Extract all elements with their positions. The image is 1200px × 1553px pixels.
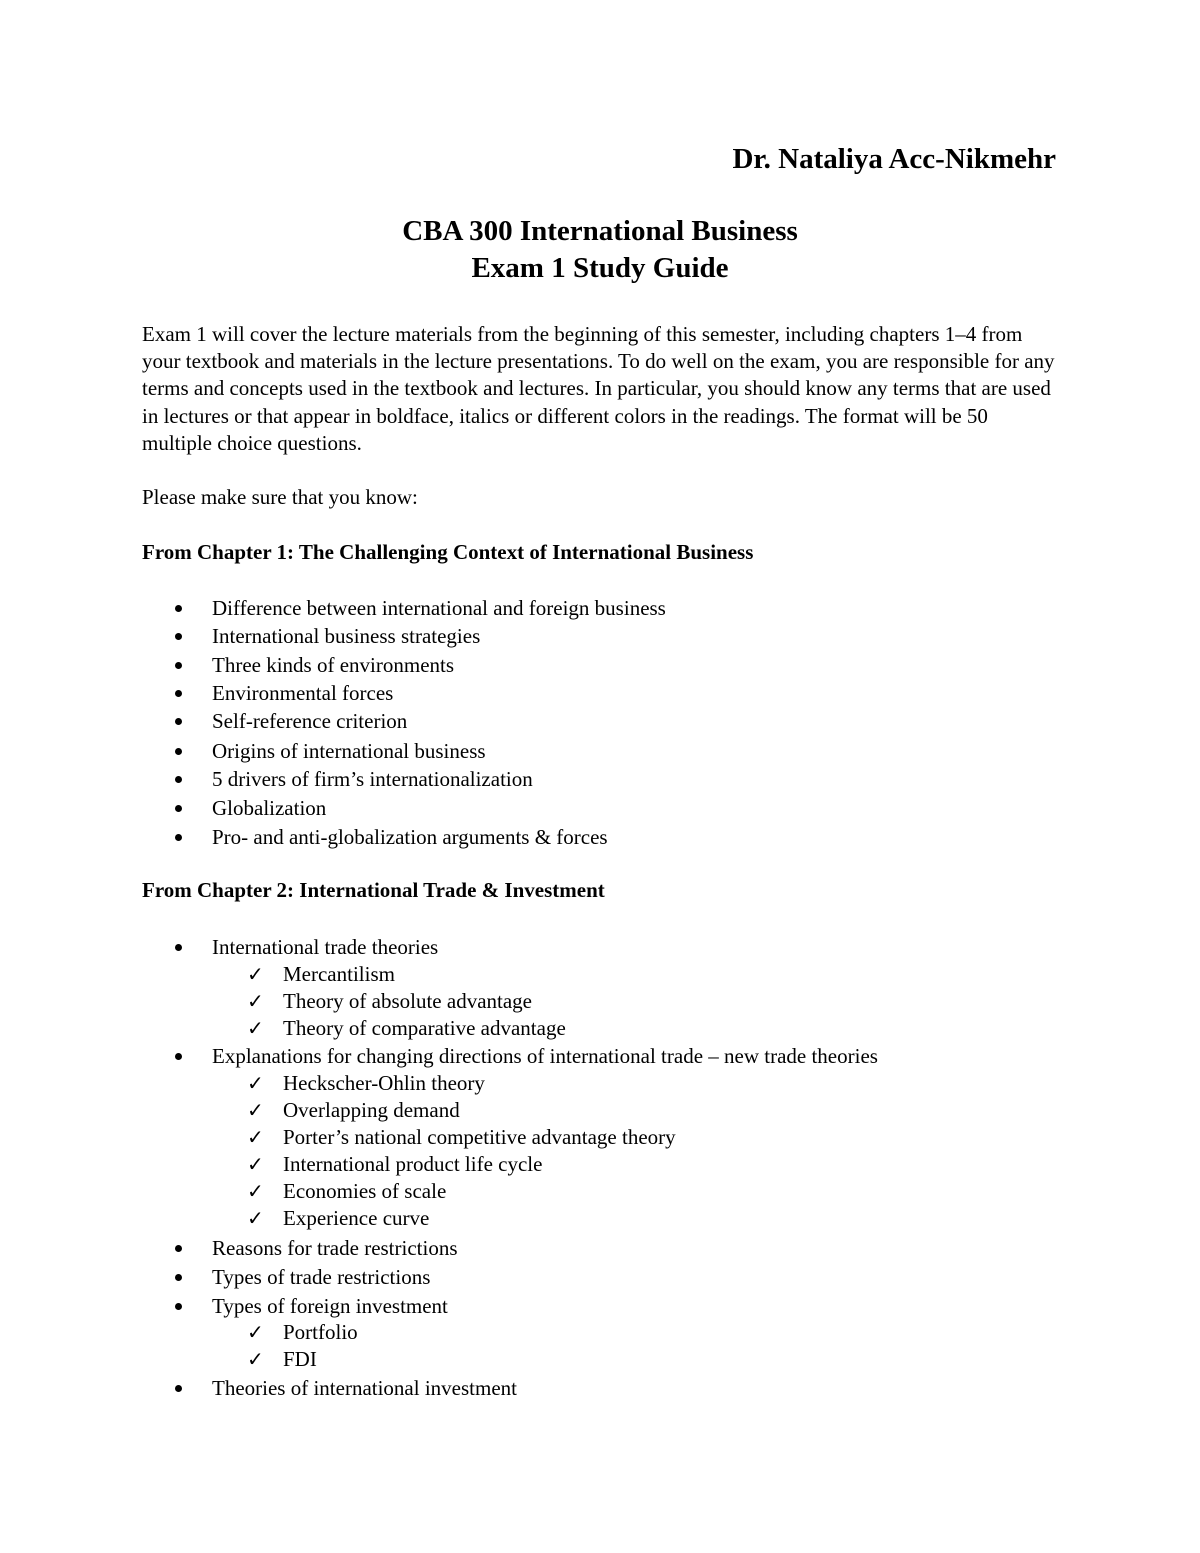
bullet-icon bbox=[175, 633, 182, 640]
sub-list-item: ✓ Theory of absolute advantage bbox=[247, 989, 532, 1013]
sub-list-item: ✓ Mercantilism bbox=[247, 962, 395, 986]
list-item: Theories of international investment bbox=[212, 1374, 517, 1402]
sub-list-item: ✓ Portfolio bbox=[247, 1320, 358, 1344]
list-item: Origins of international business bbox=[212, 737, 486, 765]
prompt-text: Please make sure that you know: bbox=[142, 485, 418, 509]
list-item: Difference between international and foreign business bbox=[212, 594, 666, 622]
chapter-1-heading: From Chapter 1: The Challenging Context of International Business bbox=[142, 540, 754, 564]
bullet-icon bbox=[175, 662, 182, 669]
sub-list-item: ✓ Economies of scale bbox=[247, 1179, 447, 1203]
bullet-icon bbox=[175, 748, 182, 755]
bullet-icon bbox=[175, 944, 182, 951]
check-icon: ✓ bbox=[247, 1016, 264, 1040]
bullet-icon bbox=[175, 690, 182, 697]
guide-title: Exam 1 Study Guide bbox=[471, 252, 729, 284]
bullet-icon bbox=[175, 805, 182, 812]
check-icon: ✓ bbox=[247, 1125, 264, 1149]
check-icon: ✓ bbox=[247, 1206, 264, 1230]
list-item: Self-reference criterion bbox=[212, 707, 407, 735]
bullet-icon bbox=[175, 605, 182, 612]
list-item: Environmental forces bbox=[212, 679, 393, 707]
bullet-icon bbox=[175, 1053, 182, 1060]
sub-list-item: ✓ FDI bbox=[247, 1347, 317, 1371]
list-item: International business strategies bbox=[212, 622, 480, 650]
bullet-icon bbox=[175, 1245, 182, 1252]
bullet-icon bbox=[175, 834, 182, 841]
sub-list-item: ✓ Overlapping demand bbox=[247, 1098, 460, 1122]
list-item: 5 drivers of firm’s internationalization bbox=[212, 765, 533, 793]
course-title: CBA 300 International Business bbox=[402, 215, 798, 247]
intro-paragraph: Exam 1 will cover the lecture materials from the beginning of this semester, including chapters 1–4 from your textbook and materials in the lecture presentations. To do well on the exam, you are responsible for any terms and concepts used in the textbook and lectures. In particular, you should know any terms that are used in lectures or that appear in boldface, italics or different colors in the readings. The format will be 50 multiple choice questions. bbox=[142, 322, 1055, 455]
check-icon: ✓ bbox=[247, 1152, 264, 1176]
chapter-2-heading: From Chapter 2: International Trade & Investment bbox=[142, 878, 605, 902]
check-icon: ✓ bbox=[247, 962, 264, 986]
list-item: Reasons for trade restrictions bbox=[212, 1234, 458, 1262]
list-item: Pro- and anti-globalization arguments & forces bbox=[212, 823, 608, 851]
check-icon: ✓ bbox=[247, 1071, 264, 1095]
check-icon: ✓ bbox=[247, 1098, 264, 1122]
sub-list-item: ✓ Theory of comparative advantage bbox=[247, 1016, 566, 1040]
list-item: Types of trade restrictions bbox=[212, 1263, 430, 1291]
list-item: Types of foreign investment bbox=[212, 1292, 448, 1320]
sub-list-item: ✓ Experience curve bbox=[247, 1206, 430, 1230]
list-item: Three kinds of environments bbox=[212, 651, 454, 679]
bullet-icon bbox=[175, 776, 182, 783]
list-item: International trade theories bbox=[212, 933, 438, 961]
bullet-icon bbox=[175, 1274, 182, 1281]
check-icon: ✓ bbox=[247, 1320, 264, 1344]
title-block bbox=[0, 213, 1200, 287]
check-icon: ✓ bbox=[247, 1347, 264, 1371]
check-icon: ✓ bbox=[247, 989, 264, 1013]
sub-list-item: ✓ Heckscher-Ohlin theory bbox=[247, 1071, 485, 1095]
sub-list-item: ✓ Porter’s national competitive advantage theory bbox=[247, 1125, 676, 1149]
bullet-icon bbox=[175, 718, 182, 725]
list-item: Globalization bbox=[212, 794, 326, 822]
check-icon: ✓ bbox=[247, 1179, 264, 1203]
bullet-icon bbox=[175, 1303, 182, 1310]
author-name: Dr. Nataliya Acc-Nikmehr bbox=[732, 143, 1056, 175]
sub-list-item: ✓ International product life cycle bbox=[247, 1152, 543, 1176]
list-item: Explanations for changing directions of international trade – new trade theories bbox=[212, 1042, 878, 1070]
bullet-icon bbox=[175, 1385, 182, 1392]
